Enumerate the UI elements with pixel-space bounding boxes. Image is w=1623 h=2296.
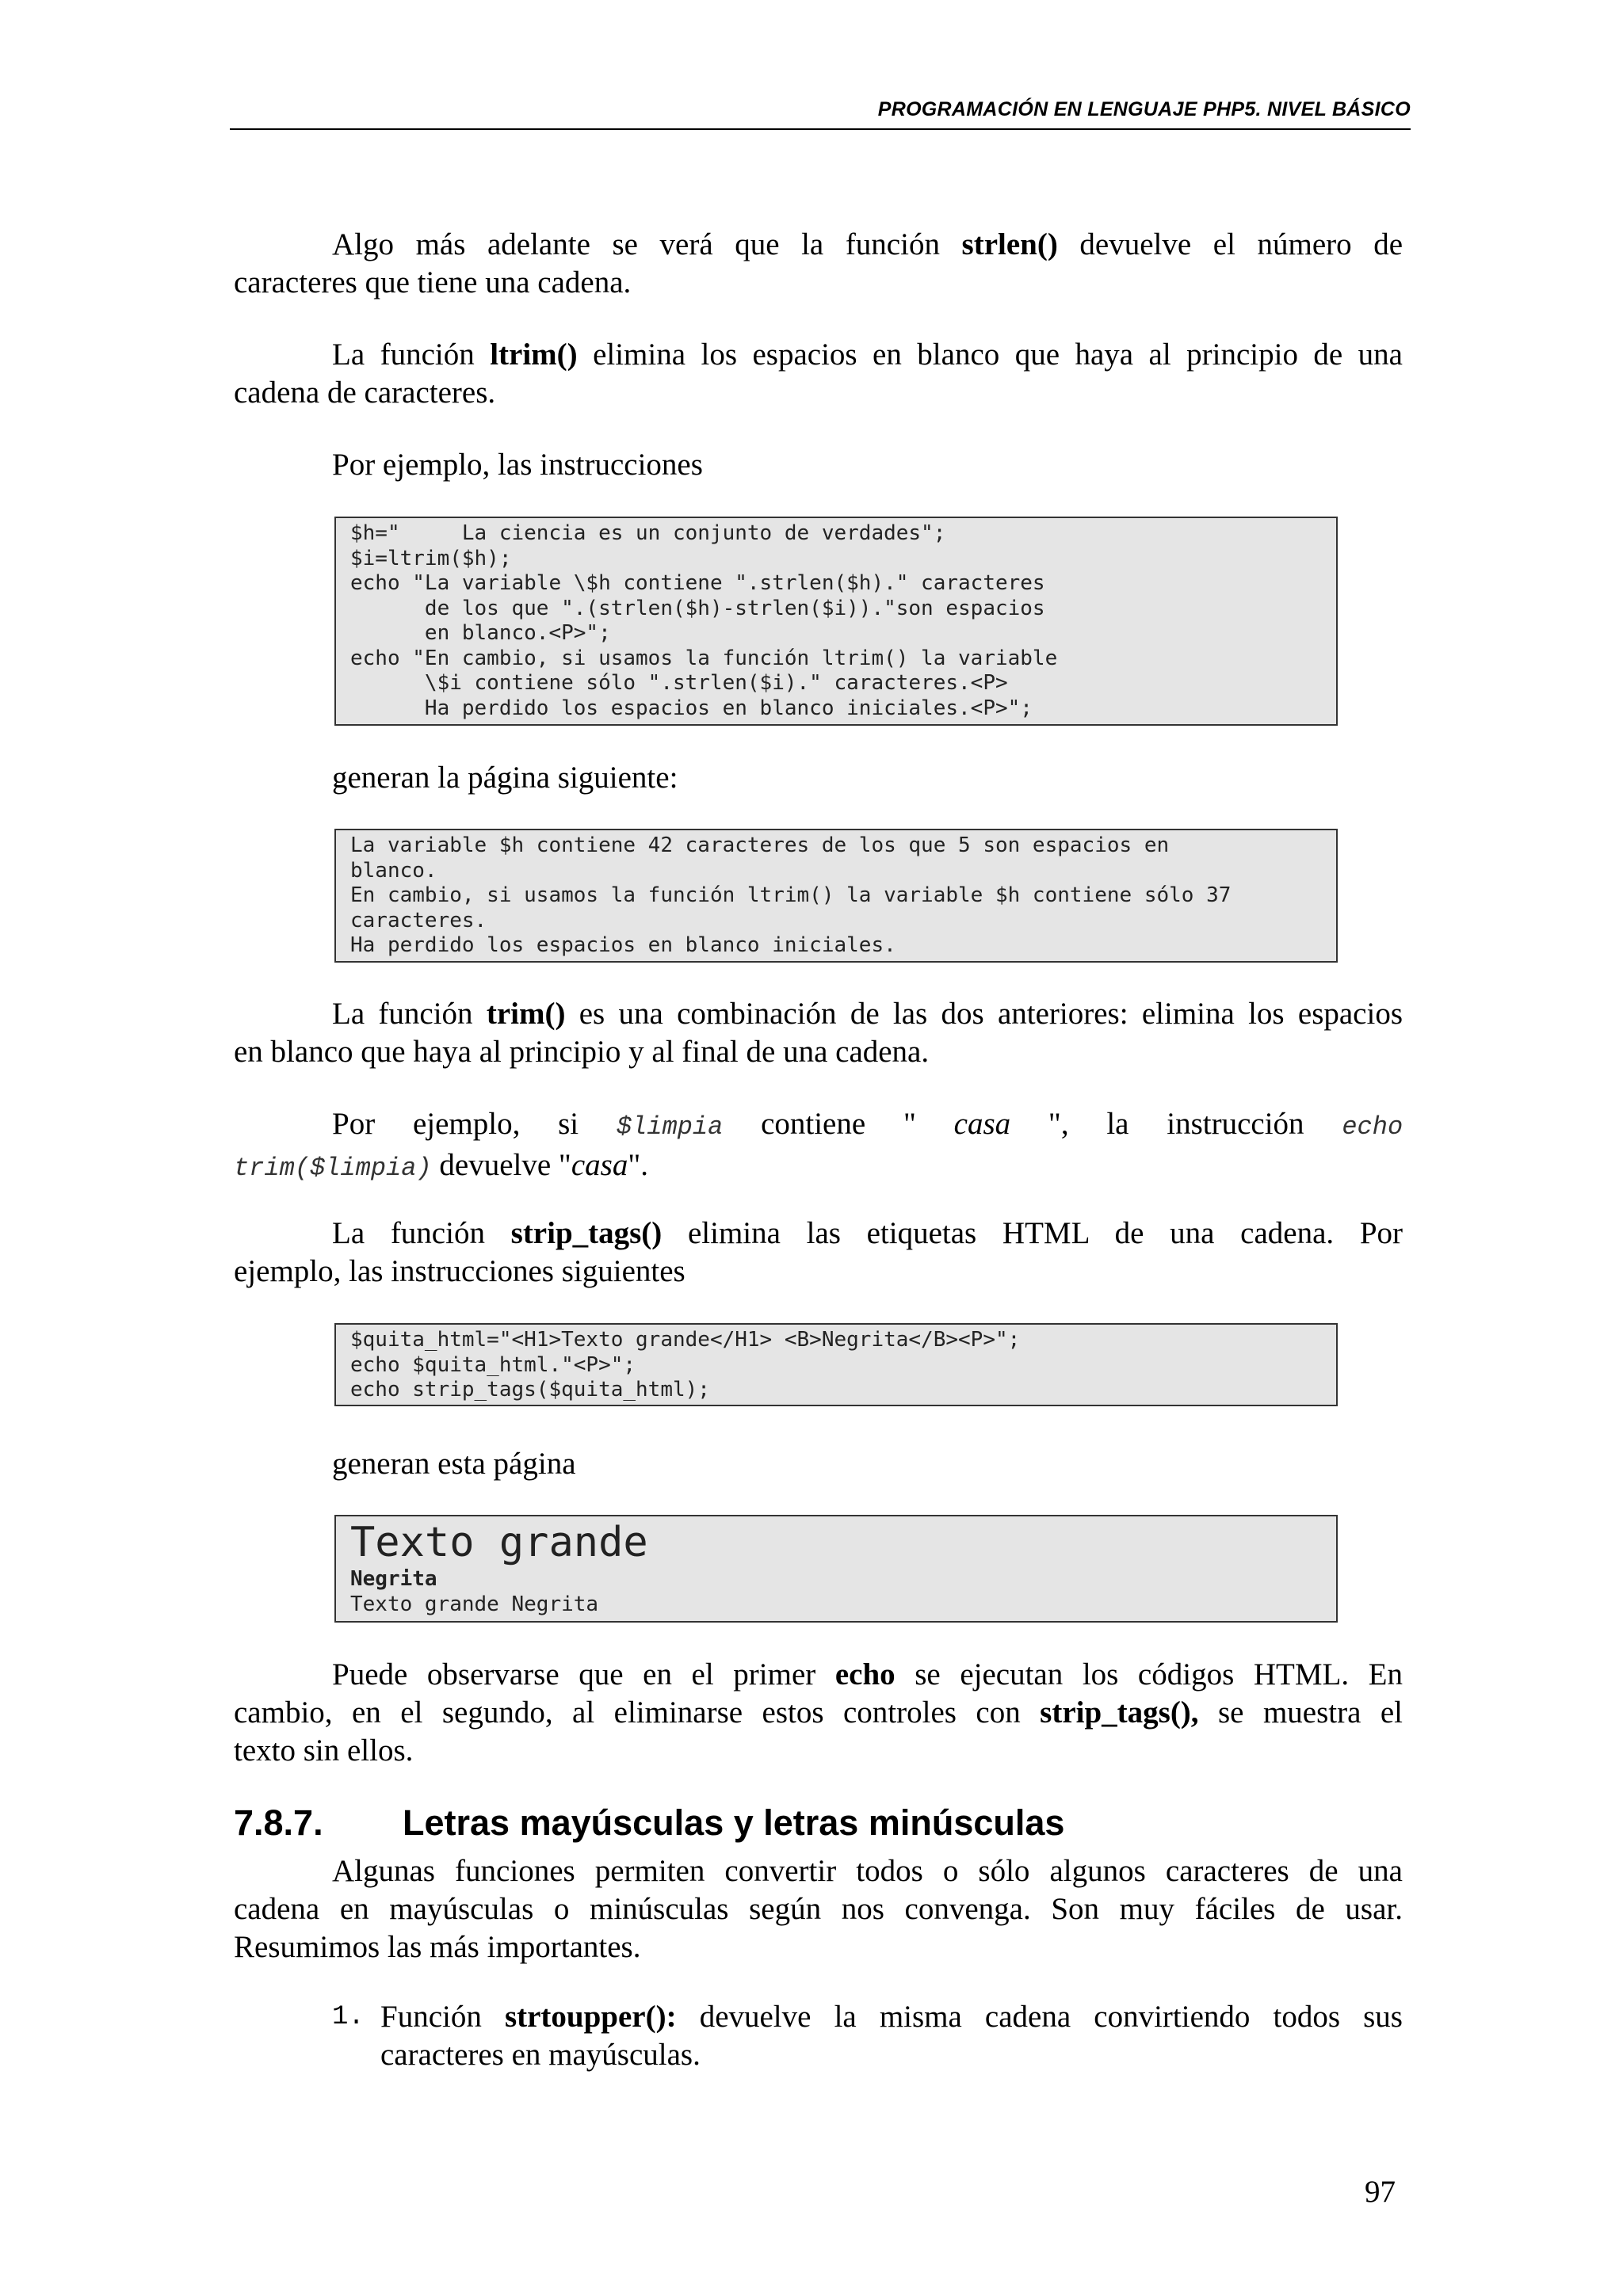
text-run: instrucción	[1167, 1107, 1304, 1141]
text-run: contiene	[761, 1107, 866, 1141]
code-line: echo strip_tags($quita_html);	[350, 1378, 710, 1402]
header-title: PROGRAMACIÓN EN LENGUAJE PHP5. NIVEL BÁSICO	[877, 98, 1411, 120]
text-run: cambio, en el segundo, al eliminarse estos controles con	[234, 1695, 1041, 1730]
paragraph-trim-example	[234, 1105, 1403, 1188]
text-run: se muestra el	[1198, 1695, 1403, 1730]
text-run: se ejecutan los códigos HTML. En	[895, 1657, 1403, 1691]
list-item-body	[380, 1998, 1403, 2074]
code-listing	[350, 1328, 1322, 1403]
text-run: devuelve la misma cadena convirtiendo todos sus	[676, 2000, 1403, 2034]
lead-in-text: Por ejemplo, las instrucciones	[332, 448, 703, 482]
paragraph-line	[234, 1694, 1403, 1732]
text-run: es una combinación de las dos anteriores: elimina los espacios	[565, 997, 1403, 1031]
paragraph-line: caracteres en mayúsculas.	[380, 2038, 701, 2072]
list-item	[332, 1998, 1403, 2074]
paragraph-line: Algunas funciones permiten convertir todos o sólo algunos caracteres de una	[332, 1854, 1403, 1888]
lead-in-text: generan la página siguiente:	[332, 761, 678, 795]
text-run: Función	[380, 2000, 505, 2034]
text-run: ",	[1048, 1107, 1069, 1141]
function-name: strip_tags()	[510, 1216, 663, 1250]
text-run: "	[903, 1107, 916, 1141]
code-line: $h=" La ciencia es un conjunto de verdades";	[350, 521, 946, 545]
code-line: echo $quita_html."<P>";	[350, 1352, 636, 1377]
paragraph-line: ejemplo, las instrucciones siguientes	[234, 1254, 685, 1288]
code-block-ltrim	[334, 517, 1338, 726]
paragraph-trim	[234, 995, 1403, 1071]
rendered-plain: Texto grande Negrita	[350, 1592, 599, 1616]
text-run: elimina las etiquetas HTML de una cadena. Por	[662, 1216, 1403, 1250]
paragraph-ltrim	[234, 336, 1403, 412]
function-name: trim()	[486, 997, 566, 1031]
code-line: La variable $h contiene 42 caracteres de los que 5 son espacios en	[350, 833, 1170, 857]
italic-word: casa	[571, 1148, 628, 1182]
output-block-strip-tags	[334, 1515, 1338, 1623]
code-inline: echo	[1342, 1112, 1403, 1142]
code-line: blanco.	[350, 858, 437, 883]
function-name: strlen()	[961, 227, 1058, 261]
paragraph-line	[234, 1105, 1403, 1146]
paragraph-line	[234, 995, 1403, 1033]
code-line: $i=ltrim($h);	[350, 546, 512, 570]
text-run: la	[1106, 1107, 1129, 1141]
paragraph-line: cadena en mayúsculas o minúsculas según nos convenga. Son muy fáciles de usar.	[234, 1892, 1403, 1926]
paragraph-echo-observation	[234, 1656, 1403, 1770]
text-run: Algo más adelante se verá que la función	[332, 227, 962, 261]
code-line: Ha perdido los espacios en blanco iniciales.<P>";	[350, 696, 1033, 720]
section-number: 7.8.7.	[234, 1802, 323, 1843]
text-run: La función	[332, 338, 491, 372]
function-name: strtoupper():	[504, 2000, 677, 2034]
code-line: de los que ".(strlen($h)-strlen($i))."son espacios	[350, 596, 1045, 620]
code-inline: trim($limpia)	[234, 1154, 432, 1183]
text-run: La función	[332, 997, 487, 1031]
paragraph-line: cadena de caracteres.	[234, 376, 496, 410]
text-run: ejemplo,	[412, 1107, 521, 1141]
rendered-bold: Negrita	[350, 1567, 437, 1591]
function-name: ltrim()	[490, 338, 578, 372]
italic-word: casa	[953, 1107, 1011, 1141]
text-run: elimina los espacios en blanco que haya al principio de una	[577, 338, 1403, 372]
text-run: ".	[628, 1148, 648, 1182]
section-title: Letras mayúsculas y letras minúsculas	[403, 1802, 1065, 1843]
list-marker: 1.	[332, 2002, 365, 2032]
text-run: Por	[332, 1107, 376, 1141]
code-line: en blanco.<P>";	[350, 621, 611, 645]
section-heading	[234, 1802, 1064, 1844]
rendered-h1: Texto grande	[350, 1519, 648, 1566]
paragraph-strip-tags	[234, 1215, 1403, 1291]
paragraph-line	[234, 1656, 1403, 1694]
code-line: \$i contiene sólo ".strlen($i)." caracteres.<P>	[350, 671, 1008, 695]
paragraph-case-intro	[234, 1852, 1403, 1966]
variable-name: $limpia	[616, 1112, 724, 1142]
output-listing	[350, 833, 1322, 959]
function-name: echo	[834, 1657, 896, 1691]
output-block-ltrim	[334, 829, 1338, 963]
paragraph-line	[234, 226, 1403, 264]
code-line: echo "La variable \$h contiene ".strlen($h)." caracteres	[350, 571, 1045, 595]
code-line: $quita_html="<H1>Texto grande</H1> <B>Negrita</B><P>";	[350, 1328, 1021, 1352]
paragraph-line	[234, 1146, 1403, 1188]
page-number: 97	[1365, 2175, 1396, 2209]
code-line: caracteres.	[350, 908, 487, 933]
code-line: En cambio, si usamos la función ltrim() la variable $h contiene sólo 37	[350, 883, 1232, 907]
paragraph-line: caracteres que tiene una cadena.	[234, 265, 632, 299]
lead-in-text: generan esta página	[332, 1447, 576, 1481]
paragraph-strlen	[234, 226, 1403, 302]
paragraph-line	[234, 336, 1403, 374]
code-listing	[350, 521, 1322, 721]
text-run: Puede observarse que en el primer	[332, 1657, 835, 1691]
paragraph-line: en blanco que haya al principio y al final de una cadena.	[234, 1035, 930, 1069]
paragraph-line	[234, 1215, 1403, 1253]
function-name: strip_tags(),	[1040, 1695, 1199, 1730]
paragraph-line: Resumimos las más importantes.	[234, 1930, 641, 1964]
paragraph-line: texto sin ellos.	[234, 1733, 414, 1768]
text-run: La función	[332, 1216, 511, 1250]
code-block-strip-tags	[334, 1323, 1338, 1406]
text-run: devuelve "	[431, 1148, 571, 1182]
code-line: Ha perdido los espacios en blanco iniciales.	[350, 933, 896, 957]
running-header	[230, 93, 1411, 130]
text-run: devuelve el número de	[1057, 227, 1403, 261]
paragraph-line	[380, 1998, 1403, 2036]
text-run: si	[558, 1107, 579, 1141]
code-line: echo "En cambio, si usamos la función ltrim() la variable	[350, 646, 1058, 670]
